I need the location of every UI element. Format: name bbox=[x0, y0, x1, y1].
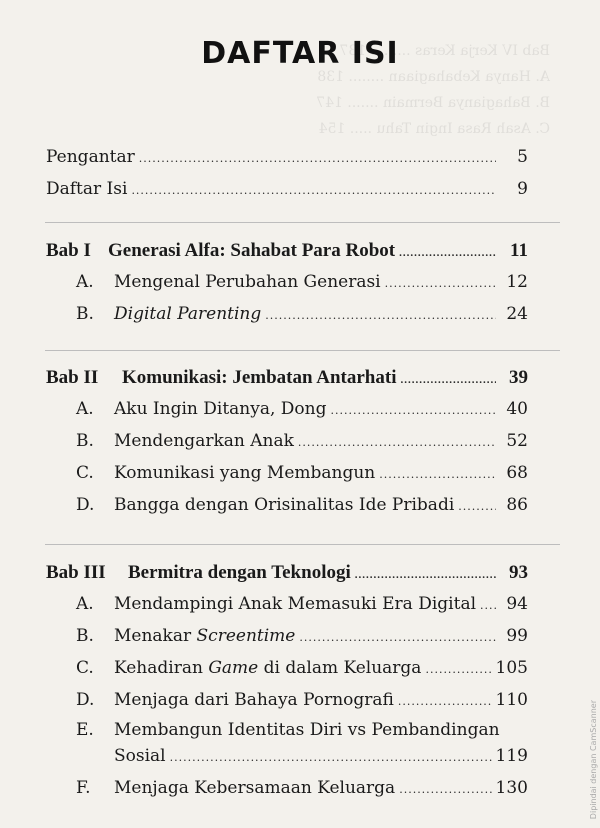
divider bbox=[45, 350, 560, 351]
bleed-through-text: Bab IV Kerja Keras ......... 137 A. Hanya Kebahagiaan ........ 138 B. Bahagianya Bermain ....... 147 C. Asah Rasa Ingin Tahu ..... 154 bbox=[316, 43, 550, 137]
chapter-heading[interactable]: Bab II Komunikasi: Jembatan Antarhati ..... 39 bbox=[46, 367, 528, 389]
toc-entry-daftar-isi[interactable]: Daftar Isi ..... 9 bbox=[46, 179, 528, 199]
chapter-heading[interactable]: Bab III Bermitra dengan Teknologi ..... 93 bbox=[46, 562, 528, 584]
divider bbox=[45, 544, 560, 545]
toc-entry[interactable]: A. Mengenal Perubahan Generasi ..... 12 bbox=[76, 272, 528, 292]
toc-entry[interactable]: C. Kehadiran Game di dalam Keluarga ..... 105 bbox=[76, 658, 528, 678]
chapter-heading[interactable]: Bab I Generasi Alfa: Sahabat Para Robot ..... 11 bbox=[46, 240, 528, 262]
toc-entry[interactable]: A. Mendampingi Anak Memasuki Era Digital ..... 94 bbox=[76, 594, 528, 614]
toc-entry-pengantar[interactable]: Pengantar ..... 5 bbox=[46, 147, 528, 167]
toc-entry[interactable]: B. Mendengarkan Anak ..... 52 bbox=[76, 431, 528, 451]
toc-entry[interactable]: B. Digital Parenting ..... 24 bbox=[76, 304, 528, 324]
toc-entry[interactable]: D. Menjaga dari Bahaya Pornografi ..... 110 bbox=[76, 690, 528, 710]
toc-entry-line1[interactable]: E. Membangun Identitas Diri vs Pembandingan bbox=[76, 720, 500, 740]
toc-entry[interactable]: B. Menakar Screentime ..... 99 bbox=[76, 626, 528, 646]
page-title: DAFTAR ISI bbox=[201, 36, 399, 71]
toc-entry[interactable]: A. Aku Ingin Ditanya, Dong ..... 40 bbox=[76, 399, 528, 419]
toc-entry[interactable]: D. Bangga dengan Orisinalitas Ide Pribadi ..... 86 bbox=[76, 495, 528, 515]
divider bbox=[45, 222, 560, 223]
toc-entry[interactable]: C. Komunikasi yang Membangun ..... 68 bbox=[76, 463, 528, 483]
scanner-watermark: Dipindai dengan CamScanner bbox=[589, 700, 598, 820]
toc-entry[interactable]: F. Menjaga Kebersamaan Keluarga ..... 130 bbox=[76, 778, 528, 798]
toc-entry-line2[interactable]: Sosial ..... 119 bbox=[114, 746, 528, 766]
